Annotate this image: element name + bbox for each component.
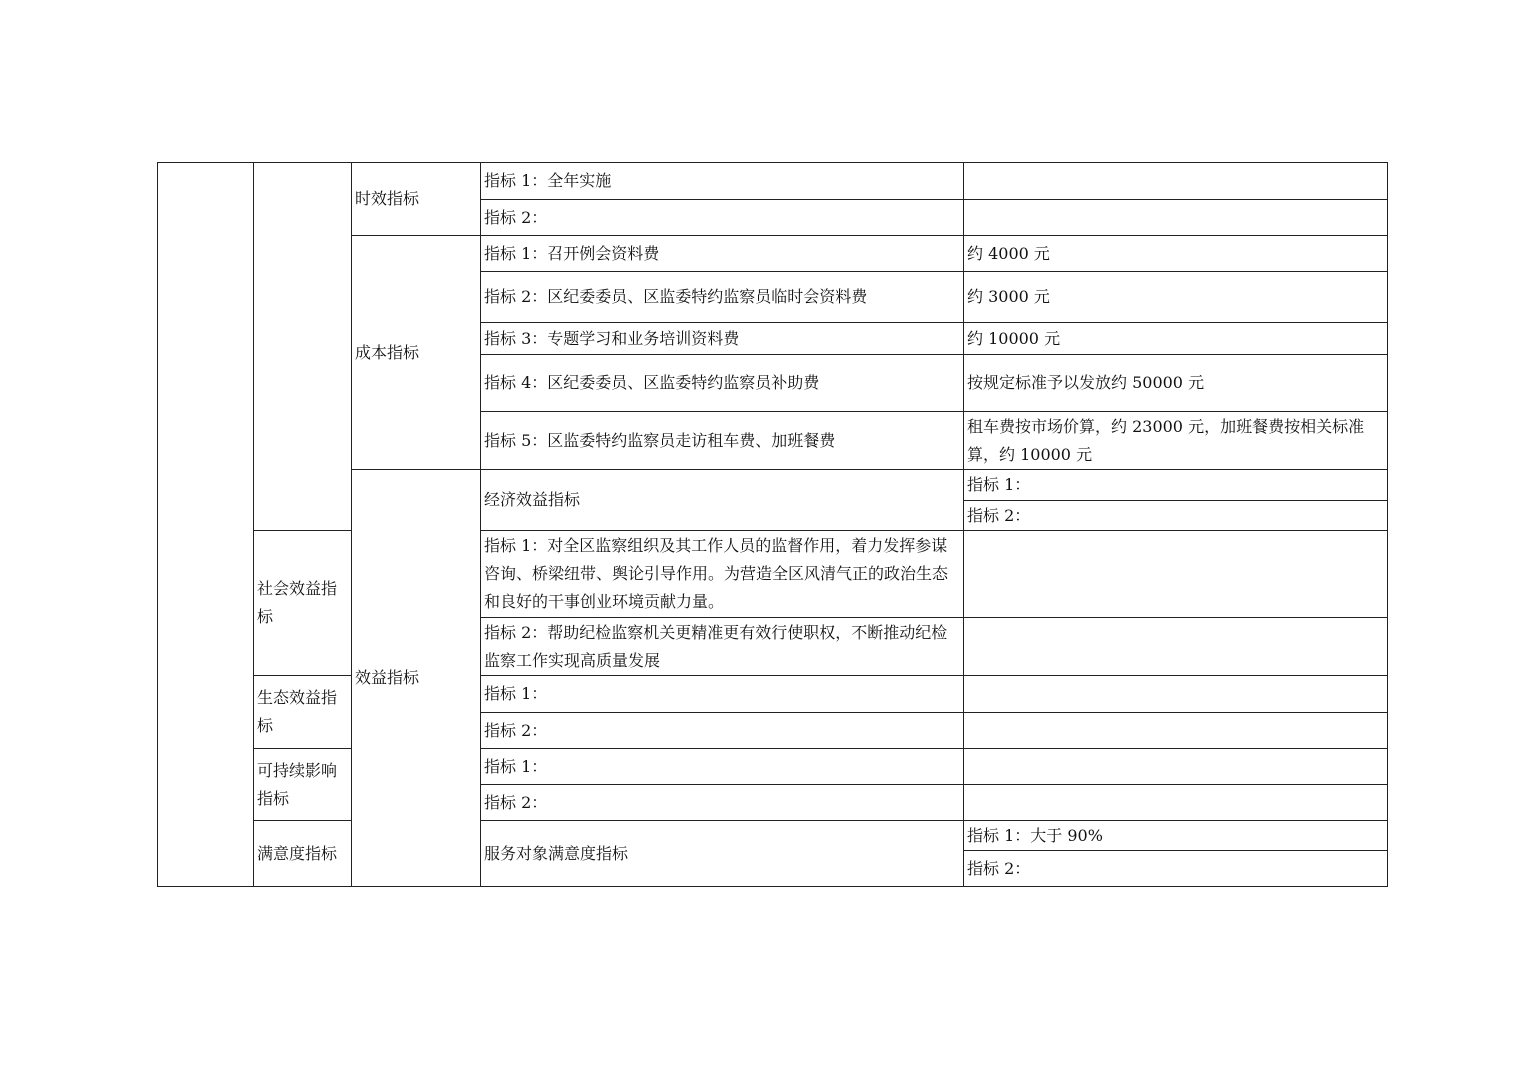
indicator-cell: 指标 1：大于 90%: [964, 821, 1388, 851]
timeliness-label: 时效指标: [352, 163, 481, 236]
social-label: 社会效益指标: [254, 531, 352, 676]
performance-indicator-table: [157, 162, 1388, 887]
value-cell: 约 4000 元: [964, 236, 1388, 272]
indicator-cell: 指标 4：区纪委委员、区监委特约监察员补助费: [481, 355, 964, 412]
table-row: [158, 749, 1388, 785]
value-cell: 按规定标准予以发放约 50000 元: [964, 355, 1388, 412]
indicator-cell: 指标 1：全年实施: [481, 163, 964, 200]
indicator-cell: 指标 1：对全区监察组织及其工作人员的监督作用，着力发挥参谋咨询、桥梁纽带、舆论引导作用。为营造全区风清气正的政治生态和良好的干事创业环境贡献力量。: [481, 531, 964, 618]
value-cell: [964, 713, 1388, 749]
sustainable-label: 可持续影响指标: [254, 749, 352, 821]
economic-label: 经济效益指标: [481, 470, 964, 531]
value-cell: [964, 618, 1388, 676]
table-row: [158, 676, 1388, 713]
table-row: [158, 163, 1388, 200]
indicator-cell: 指标 2：: [481, 713, 964, 749]
indicator-cell: 指标 2：区纪委委员、区监委特约监察员临时会资料费: [481, 272, 964, 323]
value-cell: [964, 531, 1388, 618]
satisfaction-group-label: 满意度指标: [254, 821, 352, 887]
level1-category-cell: [158, 163, 254, 887]
indicator-cell: 指标 2：: [964, 501, 1388, 531]
indicator-cell: 指标 2：帮助纪检监察机关更精准更有效行使职权，不断推动纪检监察工作实现高质量发展: [481, 618, 964, 676]
indicator-cell: 指标 5：区监委特约监察员走访租车费、加班餐费: [481, 412, 964, 470]
effect-group-label: 效益指标: [352, 470, 481, 887]
value-cell: [964, 676, 1388, 713]
indicator-cell: 指标 1：召开例会资料费: [481, 236, 964, 272]
indicator-cell: 指标 1：: [964, 470, 1388, 501]
indicator-cell: 指标 1：: [481, 749, 964, 785]
value-cell: [964, 785, 1388, 821]
table-row: [158, 821, 1388, 851]
indicator-cell: 指标 1：: [481, 676, 964, 713]
indicator-cell: 指标 3：专题学习和业务培训资料费: [481, 323, 964, 355]
indicator-cell: 指标 2：: [481, 200, 964, 236]
cost-label: 成本指标: [352, 236, 481, 470]
value-cell: 约 3000 元: [964, 272, 1388, 323]
indicator-cell: 指标 2：: [481, 785, 964, 821]
value-cell: 约 10000 元: [964, 323, 1388, 355]
level2-category-cell: [254, 163, 352, 531]
indicator-cell: 指标 2：: [964, 851, 1388, 887]
table-row: [158, 531, 1388, 618]
service-label: 服务对象满意度指标: [481, 821, 964, 887]
value-cell: [964, 749, 1388, 785]
value-cell: [964, 163, 1388, 200]
value-cell: 租车费按市场价算，约 23000 元，加班餐费按相关标准算，约 10000 元: [964, 412, 1388, 470]
ecological-label: 生态效益指标: [254, 676, 352, 749]
value-cell: [964, 200, 1388, 236]
